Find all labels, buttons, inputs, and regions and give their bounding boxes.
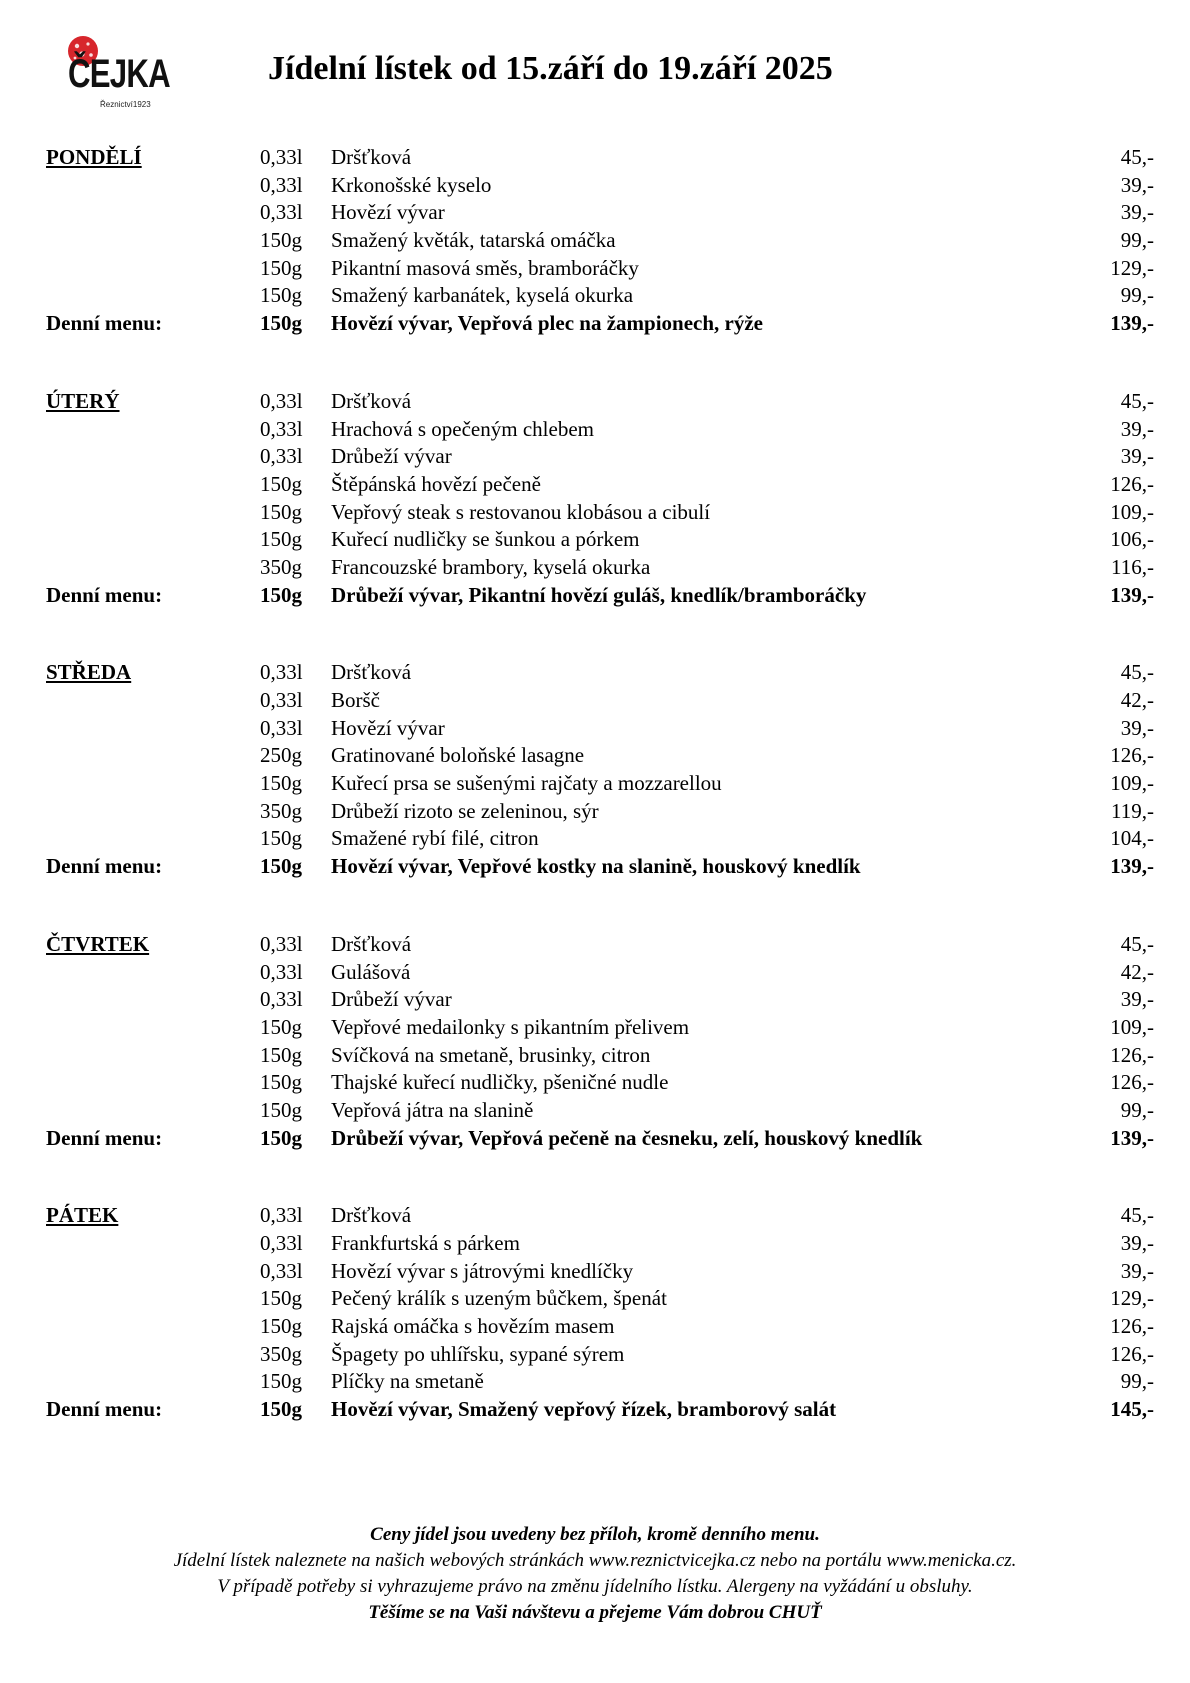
item-price: 45,-	[1120, 931, 1154, 956]
item-price: 45,-	[1120, 1203, 1154, 1228]
item-quantity: 150g	[260, 527, 302, 552]
daily-menu-price: 139,-	[1110, 1125, 1154, 1150]
day-section	[46, 144, 1154, 338]
item-price: 45,-	[1120, 145, 1154, 169]
item-name: Thajské kuřecí nudličky, pšeničné nudle	[331, 1070, 669, 1095]
item-name: Hovězí vývar	[331, 200, 445, 225]
daily-menu-row	[46, 1125, 1154, 1153]
item-name: Hrachová s opečeným chlebem	[331, 416, 594, 441]
daily-menu-price: 139,-	[1110, 311, 1154, 336]
item-name: Dršťková	[331, 660, 412, 685]
item-quantity: 0,33l	[260, 1203, 303, 1228]
item-quantity: 0,33l	[260, 145, 303, 169]
menu-item-row	[46, 227, 1154, 255]
item-price: 126,-	[1110, 1341, 1154, 1366]
menu-item-row	[46, 742, 1154, 770]
item-quantity: 150g	[260, 1286, 302, 1311]
item-quantity: 0,33l	[260, 660, 303, 685]
item-quantity: 0,33l	[260, 200, 303, 225]
menu-item-row	[46, 282, 1154, 310]
item-quantity: 350g	[260, 798, 302, 823]
item-quantity: 150g	[260, 283, 302, 308]
menu-item-row	[46, 499, 1154, 527]
daily-menu-name: Hovězí vývar, Vepřová plec na žampionech, rýže	[331, 311, 764, 336]
menu-item-row	[46, 1202, 1154, 1230]
menu-item-row	[46, 255, 1154, 283]
item-quantity: 150g	[260, 228, 302, 253]
daily-menu-label: Denní menu:	[46, 582, 163, 607]
menu-item-row	[46, 144, 1154, 172]
item-name: Drůbeží vývar	[331, 987, 452, 1012]
item-quantity: 250g	[260, 743, 302, 768]
menu-item-row	[46, 1341, 1154, 1369]
day-section	[46, 931, 1154, 1153]
day-heading: ČTVRTEK	[46, 931, 150, 956]
item-price: 126,-	[1110, 1314, 1154, 1339]
day-heading: ÚTERÝ	[46, 388, 120, 413]
item-quantity: 0,33l	[260, 987, 303, 1012]
item-price: 39,-	[1120, 200, 1154, 225]
day-section	[46, 659, 1154, 881]
item-price: 109,-	[1110, 1014, 1154, 1039]
footer-website-note: Jídelní lístek naleznete na našich webových stránkách www.reznictvicejka.cz nebo na portálu www.menicka.cz.	[173, 1550, 1017, 1571]
menu-item-row	[46, 659, 1154, 687]
item-name: Pikantní masová směs, bramboráčky	[331, 255, 639, 280]
item-name: Hovězí vývar s játrovými knedlíčky	[331, 1258, 634, 1283]
daily-menu-name: Drůbeží vývar, Vepřová pečeně na česneku, zelí, houskový knedlík	[331, 1125, 923, 1150]
item-name: Pečený králík s uzeným bůčkem, špenát	[331, 1286, 667, 1311]
daily-menu-quantity: 150g	[260, 311, 302, 336]
brand-name: ČEJKA	[68, 52, 170, 96]
menu-item-row	[46, 1097, 1154, 1125]
item-quantity: 0,33l	[260, 715, 303, 740]
item-name: Smažené rybí filé, citron	[331, 826, 539, 851]
daily-menu-row	[46, 310, 1154, 338]
item-price: 126,-	[1110, 471, 1154, 496]
item-price: 39,-	[1120, 416, 1154, 441]
item-name: Štěpánská hovězí pečeně	[331, 471, 541, 496]
daily-menu-label: Denní menu:	[46, 1125, 163, 1150]
daily-menu-name: Drůbeží vývar, Pikantní hovězí guláš, knedlík/bramboráčky	[331, 582, 867, 607]
menu-item-row	[46, 443, 1154, 471]
menu-item-row	[46, 687, 1154, 715]
item-quantity: 0,33l	[260, 931, 303, 956]
item-price: 99,-	[1120, 1369, 1154, 1394]
item-name: Vepřová játra na slanině	[331, 1097, 534, 1122]
menu-item-row	[46, 1368, 1154, 1396]
menu-item-row	[46, 1042, 1154, 1070]
daily-menu-quantity: 150g	[260, 582, 302, 607]
menu-item-row	[46, 471, 1154, 499]
day-heading: PONDĚLÍ	[46, 145, 142, 169]
item-price: 126,-	[1110, 1042, 1154, 1067]
item-price: 126,-	[1110, 743, 1154, 768]
item-quantity: 150g	[260, 499, 302, 524]
menu-item-row	[46, 825, 1154, 853]
item-price: 119,-	[1111, 798, 1154, 823]
menu-item-row	[46, 416, 1154, 444]
footer-price-note: Ceny jídel jsou uvedeny bez příloh, kromě denního menu.	[370, 1524, 820, 1545]
item-price: 39,-	[1120, 987, 1154, 1012]
item-price: 99,-	[1120, 228, 1154, 253]
item-name: Dršťková	[331, 931, 412, 956]
item-name: Dršťková	[331, 1203, 412, 1228]
item-price: 109,-	[1110, 771, 1154, 796]
item-price: 129,-	[1110, 255, 1154, 280]
item-quantity: 0,33l	[260, 388, 303, 413]
item-quantity: 0,33l	[260, 444, 303, 469]
footer-greeting: Těšíme se na Vaši návštevu a přejeme Vám dobrou CHUŤ	[368, 1602, 822, 1623]
menu-item-row	[46, 1285, 1154, 1313]
item-price: 45,-	[1120, 660, 1154, 685]
menu-item-row	[46, 172, 1154, 200]
daily-menu-label: Denní menu:	[46, 854, 163, 879]
menu-item-row	[46, 798, 1154, 826]
menu-item-row	[46, 199, 1154, 227]
brand-tagline: Řeznictví1923	[100, 100, 151, 109]
item-name: Frankfurtská s párkem	[331, 1231, 520, 1255]
item-name: Gratinované boloňské lasagne	[331, 743, 585, 768]
item-price: 106,-	[1110, 527, 1154, 552]
item-quantity: 150g	[260, 1070, 302, 1095]
item-quantity: 0,33l	[260, 1231, 303, 1255]
daily-menu-row	[46, 1396, 1154, 1424]
item-quantity: 150g	[260, 471, 302, 496]
item-name: Dršťková	[331, 388, 412, 413]
item-name: Kuřecí nudličky se šunkou a pórkem	[331, 527, 640, 552]
daily-menu-label: Denní menu:	[46, 311, 163, 336]
item-price: 45,-	[1120, 388, 1154, 413]
page-title: Jídelní lístek od 15.září do 19.září 2025	[268, 50, 833, 87]
item-quantity: 0,33l	[260, 172, 303, 197]
daily-menu-row	[46, 582, 1154, 610]
daily-menu-quantity: 150g	[260, 854, 302, 879]
item-price: 42,-	[1120, 688, 1154, 712]
item-price: 39,-	[1120, 1258, 1154, 1283]
item-price: 39,-	[1120, 444, 1154, 469]
item-name: Svíčková na smetaně, brusinky, citron	[331, 1042, 651, 1067]
daily-menu-price: 139,-	[1110, 854, 1154, 879]
item-price: 39,-	[1120, 715, 1154, 740]
daily-menu-row	[46, 853, 1154, 881]
item-name: Drůbeží rizoto se zeleninou, sýr	[331, 798, 599, 823]
item-name: Vepřové medailonky s pikantním přelivem	[331, 1014, 690, 1039]
menu-item-row	[46, 715, 1154, 743]
menu-item-row	[46, 931, 1154, 959]
item-quantity: 350g	[260, 1341, 302, 1366]
item-quantity: 150g	[260, 1369, 302, 1394]
menu-item-row	[46, 554, 1154, 582]
daily-menu-quantity: 150g	[260, 1125, 302, 1150]
daily-menu-name: Hovězí vývar, Smažený vepřový řízek, bramborový salát	[331, 1397, 837, 1422]
day-section	[46, 1202, 1154, 1424]
menu-item-row	[46, 1014, 1154, 1042]
item-quantity: 0,33l	[260, 416, 303, 441]
item-price: 99,-	[1120, 283, 1154, 308]
menu-item-row	[46, 1258, 1154, 1286]
item-quantity: 350g	[260, 554, 302, 579]
daily-menu-label: Denní menu:	[46, 1397, 163, 1422]
menu-item-row	[46, 1069, 1154, 1097]
item-quantity: 150g	[260, 1314, 302, 1339]
menu-item-row	[46, 959, 1154, 987]
item-quantity: 150g	[260, 1097, 302, 1122]
item-name: Dršťková	[331, 145, 412, 169]
weekly-menu	[46, 144, 1154, 1474]
menu-item-row	[46, 986, 1154, 1014]
item-quantity: 0,33l	[260, 688, 303, 712]
item-name: Smažený květák, tatarská omáčka	[331, 228, 616, 253]
item-price: 39,-	[1120, 1231, 1154, 1255]
brand-logo	[60, 34, 180, 110]
item-price: 109,-	[1110, 499, 1154, 524]
item-name: Rajská omáčka s hovězím masem	[331, 1314, 615, 1339]
footer-notes	[0, 1522, 1190, 1626]
item-price: 126,-	[1110, 1070, 1154, 1095]
item-name: Krkonošské kyselo	[331, 172, 492, 197]
item-price: 116,-	[1111, 554, 1154, 579]
menu-item-row	[46, 1313, 1154, 1341]
item-name: Vepřový steak s restovanou klobásou a cibulí	[331, 499, 711, 524]
menu-item-row	[46, 1230, 1154, 1258]
item-quantity: 0,33l	[260, 1258, 303, 1283]
item-price: 39,-	[1120, 172, 1154, 197]
daily-menu-price: 139,-	[1110, 582, 1154, 607]
menu-item-row	[46, 770, 1154, 798]
daily-menu-price: 145,-	[1110, 1397, 1154, 1422]
footer-allergen-note: V případě potřeby si vyhrazujeme právo na změnu jídelního lístku. Alergeny na vyžádání u obsluhy.	[217, 1576, 973, 1597]
item-name: Boršč	[331, 688, 380, 712]
item-name: Plíčky na smetaně	[331, 1369, 484, 1394]
day-heading: STŘEDA	[46, 660, 132, 685]
item-price: 99,-	[1120, 1097, 1154, 1122]
daily-menu-name: Hovězí vývar, Vepřové kostky na slanině, houskový knedlík	[331, 854, 861, 879]
item-quantity: 0,33l	[260, 959, 303, 984]
item-name: Kuřecí prsa se sušenými rajčaty a mozzarellou	[331, 771, 722, 796]
item-quantity: 150g	[260, 771, 302, 796]
item-name: Smažený karbanátek, kyselá okurka	[331, 283, 634, 308]
item-price: 104,-	[1110, 826, 1154, 851]
item-quantity: 150g	[260, 826, 302, 851]
item-quantity: 150g	[260, 1014, 302, 1039]
menu-item-row	[46, 526, 1154, 554]
item-name: Gulášová	[331, 959, 411, 984]
item-quantity: 150g	[260, 1042, 302, 1067]
item-name: Drůbeží vývar	[331, 444, 452, 469]
menu-item-row	[46, 388, 1154, 416]
item-quantity: 150g	[260, 255, 302, 280]
day-heading: PÁTEK	[46, 1203, 119, 1228]
item-name: Špagety po uhlířsku, sypané sýrem	[331, 1341, 625, 1366]
day-section	[46, 388, 1154, 610]
item-name: Francouzské brambory, kyselá okurka	[331, 554, 651, 579]
daily-menu-quantity: 150g	[260, 1397, 302, 1422]
item-price: 129,-	[1110, 1286, 1154, 1311]
item-price: 42,-	[1120, 959, 1154, 984]
item-name: Hovězí vývar	[331, 715, 445, 740]
